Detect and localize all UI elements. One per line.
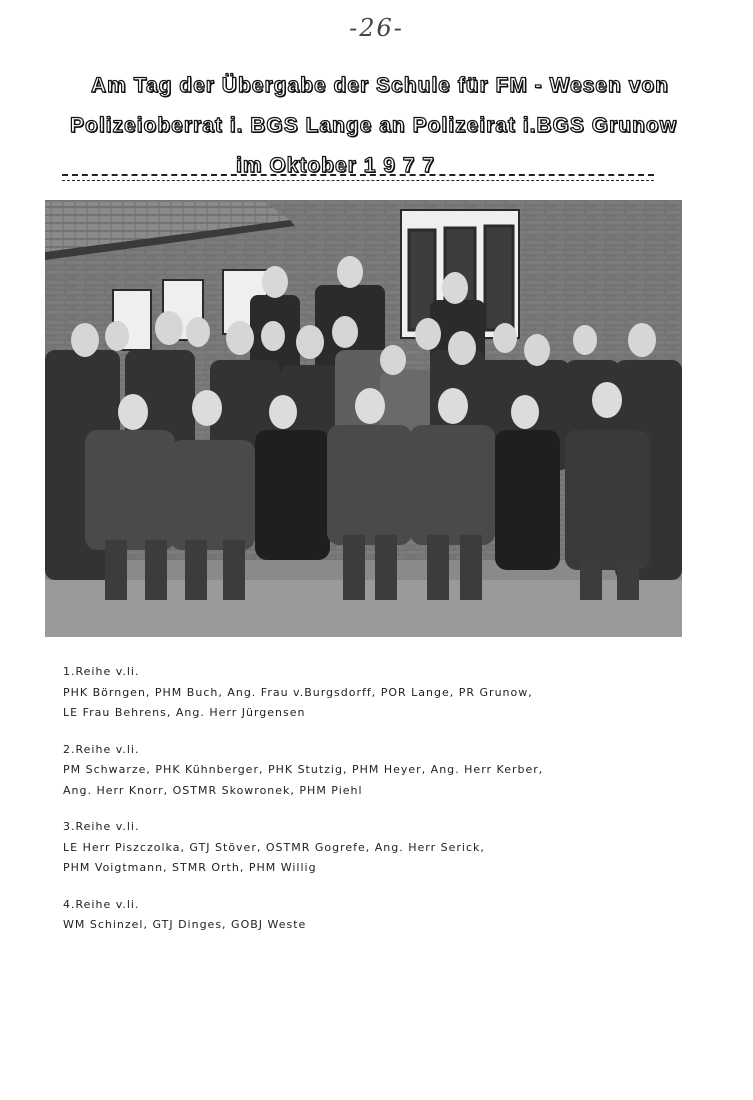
group-photo (45, 200, 682, 637)
title-line-1: Am Tag der Übergabe der Schule für FM - Wesen von (91, 74, 669, 97)
caption-names-line: PM Schwarze, PHK Kühnberger, PHK Stutzig, PHM Heyer, Ang. Herr Kerber, (63, 763, 544, 776)
caption-row-1 (63, 662, 703, 724)
group-photo-image (45, 200, 682, 637)
caption-row-label: 1.Reihe v.li. (63, 665, 140, 678)
caption-row-label: 2.Reihe v.li. (63, 742, 140, 756)
page-number: -26- (349, 14, 404, 42)
title-line-3: im Oktober 1 9 7 7 (236, 154, 435, 177)
caption-names-line: LE Frau Behrens, Ang. Herr Jürgensen (63, 706, 306, 719)
caption-names-line: Ang. Herr Knorr, OSTMR Skowronek, PHM Piehl (63, 783, 363, 797)
caption-row-3 (63, 817, 703, 879)
caption-list (63, 662, 703, 952)
caption-row-4 (63, 895, 703, 936)
caption-names-line: WM Schinzel, GTJ Dinges, GOBJ Weste (63, 918, 307, 931)
caption-row-2 (63, 740, 703, 802)
title-underline (62, 174, 654, 181)
caption-names-line: PHM Voigtmann, STMR Orth, PHM Willig (63, 861, 317, 874)
title-line-2: Polizeioberrat i. BGS Lange an Polizeirat i.BGS Grunow (70, 114, 678, 137)
caption-row-label: 3.Reihe v.li. (63, 820, 140, 833)
caption-names-line: PHK Börngen, PHM Buch, Ang. Frau v.Burgsdorff, POR Lange, PR Grunow, (63, 685, 533, 699)
document-title (60, 66, 700, 186)
caption-row-label: 4.Reihe v.li. (63, 897, 140, 911)
caption-names-line: LE Herr Piszczolka, GTJ Stöver, OSTMR Gogrefe, Ang. Herr Serick, (63, 840, 485, 854)
